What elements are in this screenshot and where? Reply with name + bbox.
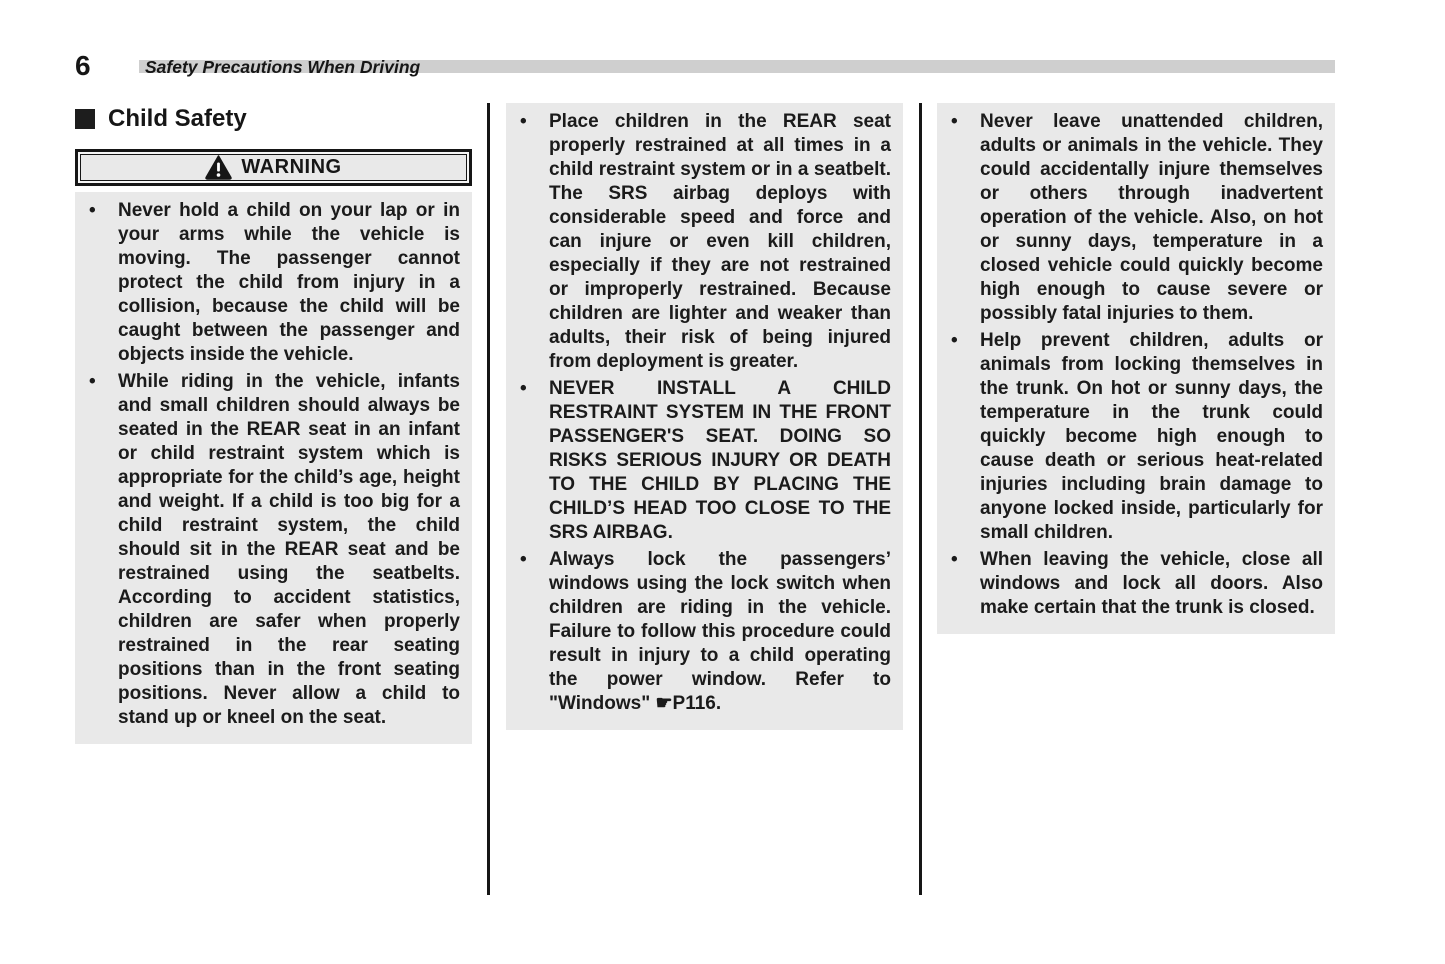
list-item: • Place children in the REAR seat properly restrained at all times in a child restraint system or in a seatbelt. The SRS airbag deploys with considerable speed and force and can injure or even kill children, especially if they are not restrained or improperly restrained. Because children are lighter and weaker than adults, their risk of being injured from deployment is greater. bbox=[506, 110, 891, 374]
column-right bbox=[937, 103, 1335, 634]
section-title: Child Safety bbox=[108, 105, 247, 132]
running-header-title: Safety Precautions When Driving bbox=[145, 57, 421, 77]
list-item: • NEVER INSTALL A CHILD RESTRAINT SYSTEM IN THE FRONT PASSENGER'S SEAT. DOING SO RISKS SERIOUS INJURY OR DEATH TO THE CHILD BY PLACING THE CHILD’S HEAD TOO CLOSE TO THE SRS AIRBAG. bbox=[506, 377, 891, 545]
section-heading bbox=[75, 103, 472, 135]
warning-box bbox=[75, 149, 472, 186]
list-item: • Always lock the passengers’ windows using the lock switch when children are riding in the vehicle. Failure to follow this procedure could result in injury to a child operating the power window. Refer to "Windows" ☛P116. bbox=[506, 548, 891, 716]
column-divider bbox=[919, 103, 922, 895]
text-panel bbox=[75, 192, 472, 744]
section-marker-square-icon bbox=[75, 109, 95, 129]
column-left bbox=[75, 103, 472, 744]
column-divider bbox=[487, 103, 490, 895]
bullet-list bbox=[506, 110, 891, 716]
list-item: • Never leave unattended children, adults or animals in the vehicle. They could accidentally injure themselves or others through inadvertent operation of the vehicle. Also, on hot or sunny days, temperature in a closed vehicle could quickly become high enough to cause severe or possibly fatal injuries to them. bbox=[937, 110, 1323, 326]
page-number: 6 bbox=[75, 50, 91, 81]
warning-label: WARNING bbox=[241, 156, 342, 178]
text-panel bbox=[937, 103, 1335, 634]
bullet-list bbox=[75, 199, 460, 730]
bullet-list bbox=[937, 110, 1323, 620]
list-item: • While riding in the vehicle, infants and small children should always be seated in the REAR seat in an infant or child restraint system which is appropriate for the child’s age, height and weight. If a child is too big for a child restraint system, the child should sit in the REAR seat and be restrained using the seatbelts. According to accident statistics, children are safer when properly restrained in the rear seating positions than in the front seating positions. Never allow a child to stand up or kneel on the seat. bbox=[75, 370, 460, 730]
list-item: • Help prevent children, adults or animals from locking themselves in the trunk. On hot or sunny days, the temperature in the trunk could quickly become high enough to cause death or serious heat-related injuries including brain damage to anyone locked inside, particularly for small children. bbox=[937, 329, 1323, 545]
list-item: • When leaving the vehicle, close all windows and lock all doors. Also make certain that the trunk is closed. bbox=[937, 548, 1323, 620]
text-panel bbox=[506, 103, 903, 730]
list-item: • Never hold a child on your lap or in your arms while the vehicle is moving. The passenger cannot protect the child from injury in a collision, because the child will be caught between the passenger and objects inside the vehicle. bbox=[75, 199, 460, 367]
column-middle bbox=[506, 103, 903, 730]
warning-triangle-icon bbox=[205, 155, 232, 180]
